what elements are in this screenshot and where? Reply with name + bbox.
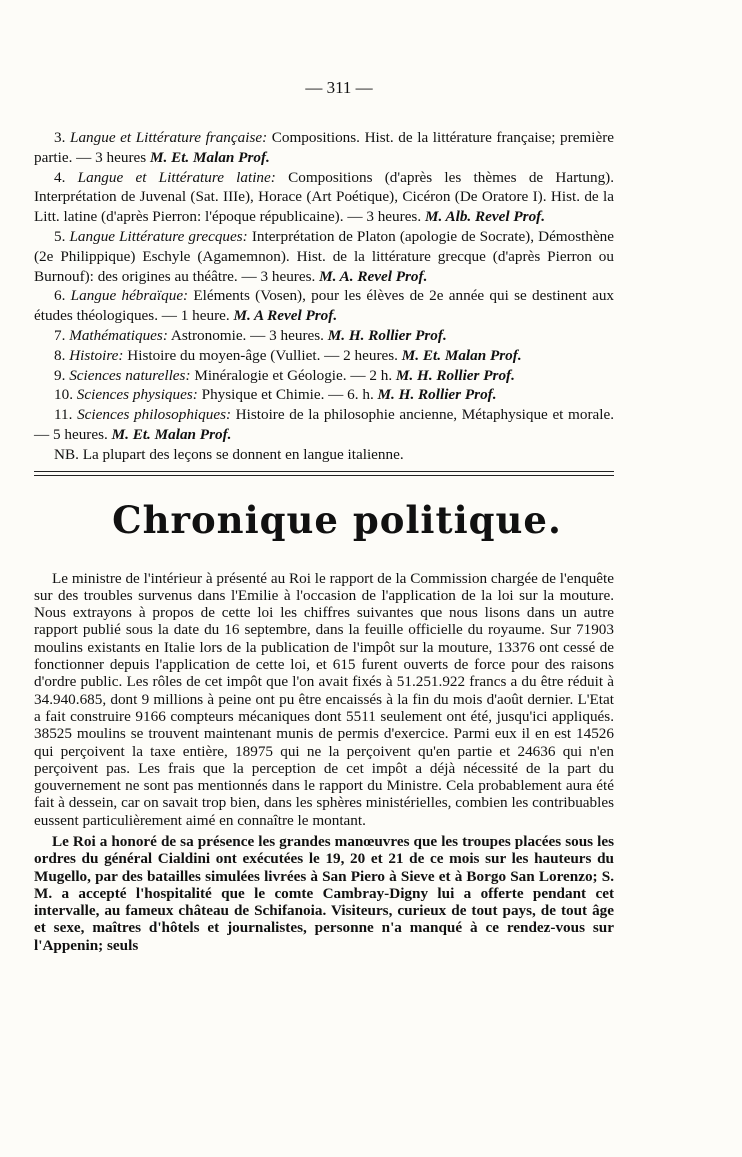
course-item: 7. Mathématiques: Astronomie. — 3 heures. M. H. Rollier Prof. <box>54 326 447 344</box>
note: NB. La plupart des leçons se donnent en langue italienne. <box>54 445 404 463</box>
chronique-body <box>34 570 614 955</box>
section-divider <box>34 471 614 476</box>
course-item: 3. Langue et Littérature française: Compositions. Hist. de la littérature française; première partie. — 3 heures M. Et. Malan Prof. <box>34 129 615 166</box>
course-item: 6. Langue hébraïque: Eléments (Vosen), pour les élèves de 2e année qui se destinent aux études théologiques. — 1 heure. M. A Revel Prof. <box>34 287 615 325</box>
chronique-paragraph: Le ministre de l'intérieur à présenté au Roi le rapport de la Commission chargée de l'enquête sur des troubles survenus dans l'Emilie à l'occasion de l'application de la loi sur la mouture. Nous extrayons à propos de cette loi les chiffres suivantes que nous lisons dans un autre rapport publié sous la date du 16 septembre, dans la feuille officielle du royaume. Sur 71903 moulins existants en Italie lors de la publication de l'impôt sur la mouture, 13376 ont cessé de fonctionner depuis l'application de cette loi, et 615 furent ouverts de force pour des raisons d'ordre public. Les rôles de cet impôt que l'on avait fixés à 51.251.922 francs a du être réduit à 34.940.685, dont 9 millions à peine ont pu être encaissés à la fin du mois d'août dernier. L'Etat a fait construire 9166 compteurs mécaniques dont 5511 seulement ont été, jusqu'ici appliqués. 38525 moulins se trouvent maintenant munis de permis d'exercice. Parmi eux il en est 14526 qui perçoivent la taxe entière, 18975 qui ne la perçoivent qu'en partie et 24636 qui n'en perçoivent pas. Les frais que la perception de cet impôt a déjà nécessité de la part du gouvernement ne sont pas mentionnés dans le rapport du Ministre. Cela probablement aura été fait à dessein, car on savait trop bien, dans les sphères ministérielles, combien les contribuables eussent particulièrement aimé en connaître le montant. <box>34 569 614 829</box>
course-item: 11. Sciences philosophiques: Histoire de la philosophie ancienne, Métaphysique et morale. — 5 heures. M. Et. Malan Prof. <box>34 406 615 443</box>
course-item: 5. Langue Littérature grecques: Interprétation de Platon (apologie de Socrate), Démosthène (2e Philippique) Eschyle (Agamemnon). Hist. de la littérature grecque (d'après Pierron ou Burnouf): des origines au théâtre. — 3 heures. M. A. Revel Prof. <box>34 227 615 285</box>
chronique-paragraph: Le Roi a honoré de sa présence les grandes manœuvres que les troupes placées sous les ordres du général Cialdini ont exécutées le 19, 20 et 21 de ce mois sur les hauteurs du Mugello, par des batailles simulées livrées à San Piero à Sieve et à Borgo San Lorenzo; S. M. a accepté l'hospitalité que le comte Cambray-Digny lui a offerte pendant cet intervalle, au fameux château de Schifanoia. Visiteurs, curieux de tout pays, de tout âge et sexe, maîtres d'hôtels et journalistes, personne n'a manqué à ce rendez-vous sur l'Appenin; seuls <box>34 833 614 954</box>
course-item: 9. Sciences naturelles: Minéralogie et Géologie. — 2 h. M. H. Rollier Prof. <box>54 366 515 384</box>
course-item: 8. Histoire: Histoire du moyen-âge (Vulliet. — 2 heures. M. Et. Malan Prof. <box>54 346 522 364</box>
course-list <box>34 128 614 465</box>
course-item: 10. Sciences physiques: Physique et Chimie. — 6. h. M. H. Rollier Prof. <box>54 386 497 404</box>
page-number: — 311 — <box>305 78 373 97</box>
section-title: Chronique politique. <box>112 497 562 542</box>
course-item: 4. Langue et Littérature latine: Compositions (d'après les thèmes de Hartung). Interprétation de Juvenal (Sat. IIIe), Horace (Art Poétique), Cicéron (De Oratore I). Hist. de la Litt. latine (d'après Pierron: l'époque républicaine). — 3 heures. M. Alb. Revel Prof. <box>34 168 615 226</box>
